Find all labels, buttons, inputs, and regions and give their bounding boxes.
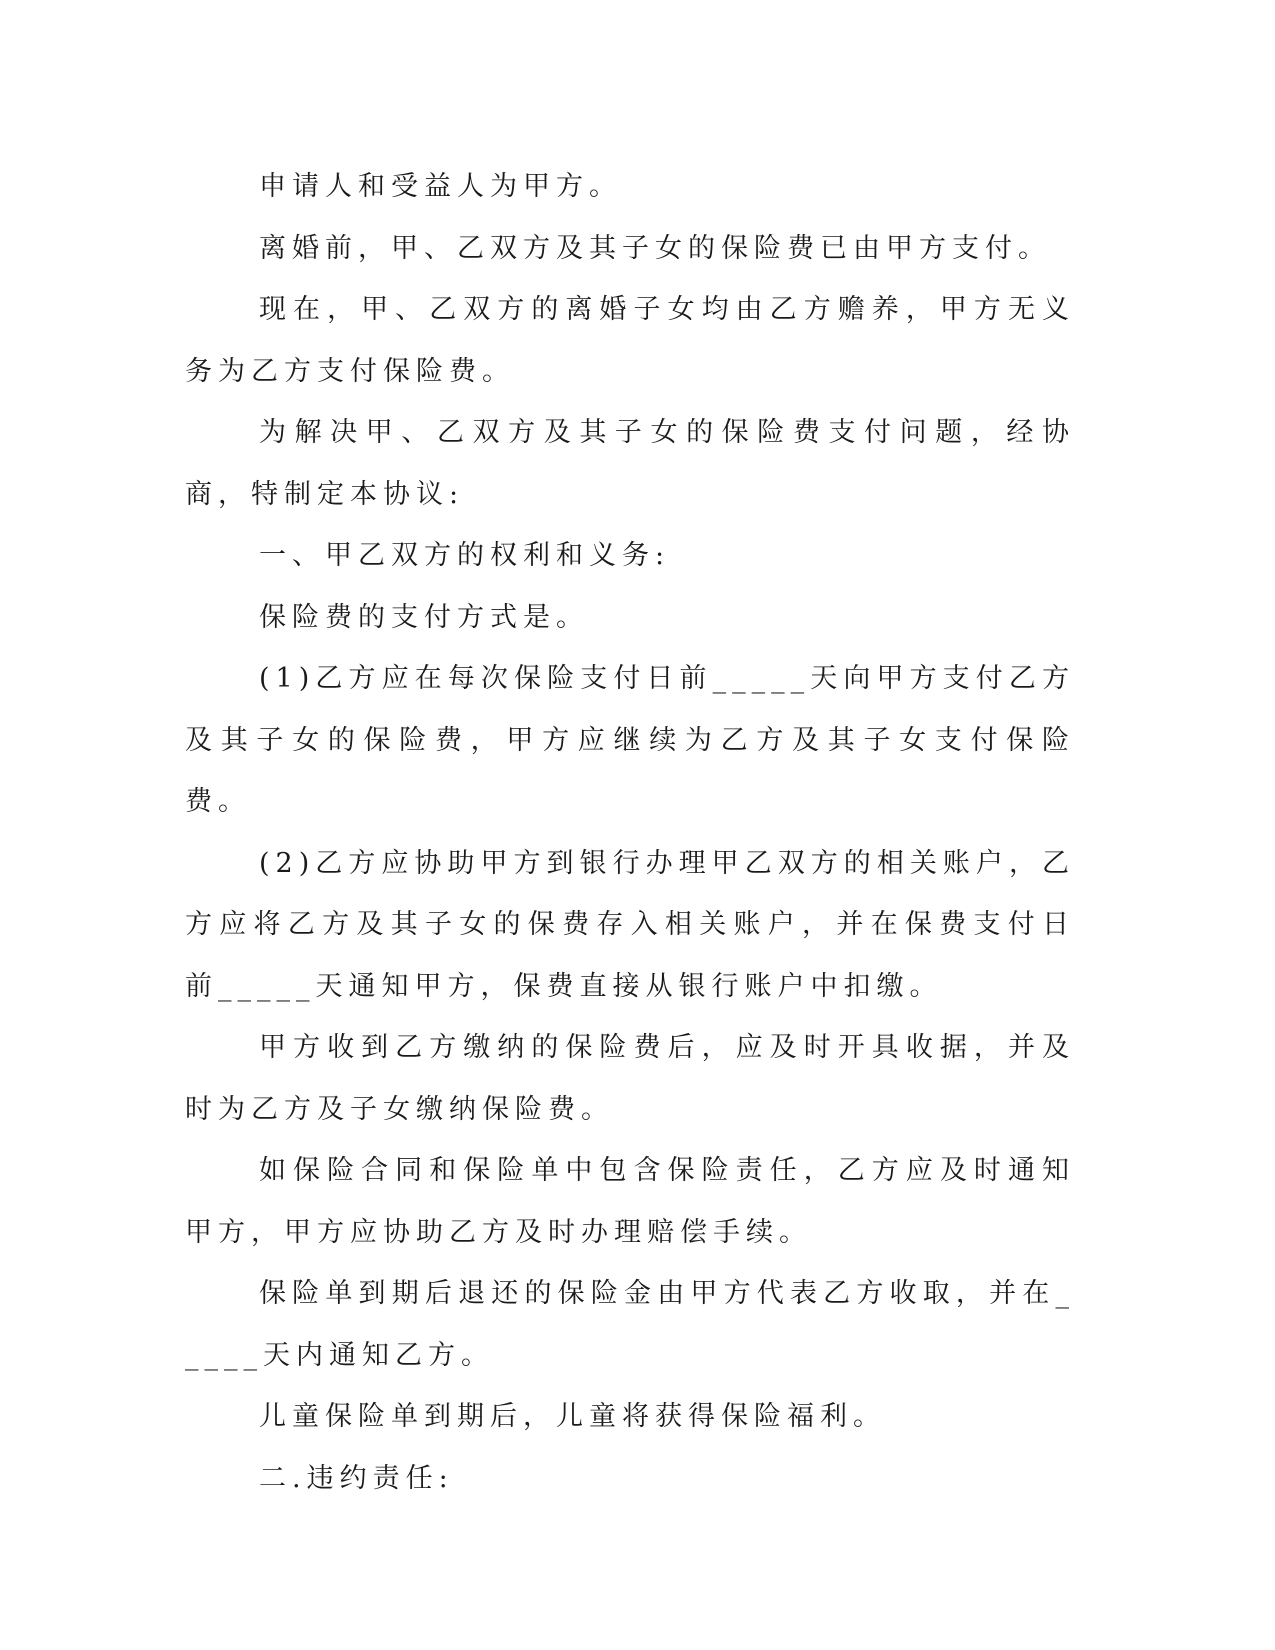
paragraph-payment-method: 保险费的支付方式是。 xyxy=(259,601,589,633)
paragraph-child-benefit: 儿童保险单到期后，儿童将获得保险福利。 xyxy=(259,1401,886,1432)
document-body xyxy=(185,156,1075,1509)
paragraph-receipt: 甲方收到乙方缴纳的保险费后，应及时开具收据，并及时为乙方及子女缴纳保险费。 xyxy=(185,1032,1075,1125)
clause-2: (2)乙方应协助甲方到银行办理甲乙双方的相关账户，乙方应将乙方及其子女的保费存入相关账户，并在保费支付日前_____天通知甲方，保费直接从银行账户中扣缴。 xyxy=(185,847,1075,1002)
section-heading-rights-obligations: 一、甲乙双方的权利和义务: xyxy=(259,540,671,571)
paragraph-before-divorce: 离婚前，甲、乙双方及其子女的保险费已由甲方支付。 xyxy=(259,232,1051,264)
paragraph-current-status: 现在，甲、乙双方的离婚子女均由乙方赡养，甲方无义务为乙方支付保险费。 xyxy=(185,294,1075,387)
paragraph-refund: 保险单到期后退还的保险金由甲方代表乙方收取，并在_____天内通知乙方。 xyxy=(185,1278,1075,1371)
paragraph-purpose: 为解决甲、乙双方及其子女的保险费支付问题，经协商，特制定本协议: xyxy=(185,417,1075,510)
paragraph-liability-claim: 如保险合同和保险单中包含保险责任，乙方应及时通知甲方，甲方应协助乙方及时办理赔偿手续。 xyxy=(185,1155,1075,1248)
paragraph-applicant: 申请人和受益人为甲方。 xyxy=(259,171,622,202)
clause-1: (1)乙方应在每次保险支付日前_____天向甲方支付乙方及其子女的保险费，甲方应继续为乙方及其子女支付保险费。 xyxy=(185,663,1075,817)
section-heading-breach-liability: 二.违约责任: xyxy=(259,1462,454,1494)
